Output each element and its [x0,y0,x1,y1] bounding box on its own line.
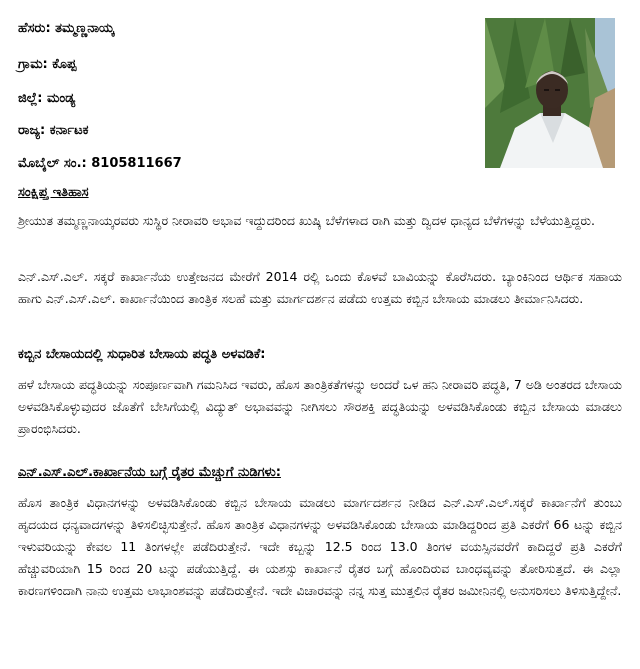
praise-paragraph: ಹೊಸ ತಾಂತ್ರಿಕ ವಿಧಾನಗಳನ್ನು ಅಳವಡಿಸಿಕೊಂಡು ಕಬ್ಬಿನ ಬೇಸಾಯ ಮಾಡಲು ಮಾರ್ಗದರ್ಶನ ನೀಡಿದ ಎನ್.ಎಸ್.ಎಲ್.ಸಕ್ಕರೆ ಕಾರ್ಖಾನೆಗೆ ತುಂಬು ಹೃದಯದ ಧನ್ಯವಾದಗಳನ್ನು ತಿಳಿಸಲಿಚ್ಛಿಸುತ್ತೇನೆ. ಹೊಸ ತಾಂತ್ರಿಕ ವಿಧಾನಗಳನ್ನು ಅಳವಡಿಸಿಕೊಂಡು ಬೇಸಾಯ ಮಾಡಿದ್ದರಿಂದ ಪ್ರತಿ ಎಕರೆಗೆ 66 ಟನ್ನು ಕಬ್ಬಿನ ಇಳುವರಿಯನ್ನು ಕೇವಲ 11 ತಿಂಗಳಲ್ಲೇ ಪಡೆದಿರುತ್ತೇನೆ. ಇದೇ ಕಬ್ಬನ್ನು 12.5 ರಿಂದ 13.0 ತಿಂಗಳ ವಯಸ್ಸಿನವರೆಗೆ ಕಾದಿದ್ದರೆ ಪ್ರತಿ ಎಕರೆಗೆ ಹೆಚ್ಚುವರಿಯಾಗಿ 15 ರಿಂದ 20 ಟನ್ನು ಪಡೆಯುತ್ತಿದ್ದೆ. ಈ ಯಶಸ್ಸು ಕಾರ್ಖಾನೆ ರೈತರ ಬಗ್ಗೆ ಹೊಂದಿರುವ ಬಾಂಧವ್ಯವನ್ನು ತೋರಿಸುತ್ತದೆ. ಈ ಎಲ್ಲಾ ಕಾರಣಗಳಿಂದಾಗಿ ನಾನು ಉತ್ತಮ ಲಾಭಾಂಶವನ್ನು ಪಡೆದಿರುತ್ತೇನೆ. ಇದೇ ವಿಚಾರವನ್ನು ನನ್ನ ಸುತ್ತ ಮುತ್ತಲಿನ ರೈತರ ಜಮೀನಿನಲ್ಲಿ ಅನುಸರಿಸಲು ತಿಳಿಸುತ್ತಿದ್ದೇನೆ. [18,495,622,598]
history-heading: ಸಂಕ್ಷಿಪ್ತ ಇತಿಹಾಸ [18,185,89,200]
praise-heading: ಎನ್.ಎಸ್.ಎಲ್.ಕಾರ್ಖಾನೆಯ ಬಗ್ಗೆ ರೈತರ ಮೆಚ್ಚುಗೆ ನುಡಿಗಳು: [18,465,281,480]
practice-paragraph: ಹಳೆ ಬೇಸಾಯ ಪದ್ಧತಿಯನ್ನು ಸಂಪೂರ್ಣವಾಗಿ ಗಮನಿಸಿದ ಇವರು, ಹೊಸ ತಾಂತ್ರಿಕತೆಗಳನ್ನು ಅಂದರೆ ಒಳ ಹನಿ ನೀರಾವರಿ ಪದ್ಧತಿ, 7 ಅಡಿ ಅಂತರದ ಬೇಸಾಯ ಅಳವಡಿಸಿಕೊಳ್ಳುವುದರ ಜೊತೆಗೆ ಬೇಸಿಗೆಯಲ್ಲಿ ವಿದ್ಯುತ್ ಅಭಾವವನ್ನು ನೀಗಿಸಲು ಸೌರಶಕ್ತಿ ಪದ್ಧತಿಯನ್ನು ಅಳವಡಿಸಿಕೊಂಡು ಕಬ್ಬಿನ ಬೇಸಾಯ ಮಾಡಲು ಪ್ರಾರಂಭಿಸಿದರು. [18,377,622,436]
farmer-state: ರಾಜ್ಯ: ಕರ್ನಾಟಕ [18,123,89,138]
practice-heading: ಕಬ್ಬಿನ ಬೇಸಾಯದಲ್ಲಿ ಸುಧಾರಿತ ಬೇಸಾಯ ಪದ್ಧತಿ ಅಳವಡಿಕೆ: [18,347,266,362]
farmer-name: ಹೆಸರು: ತಮ್ಮಣ್ಣನಾಯ್ಕ [18,21,115,36]
history-paragraph-1: ಶ್ರೀಯುತ ತಮ್ಮಣ್ಣನಾಯ್ಕರವರು ಸುಸ್ಥಿರ ನೀರಾವರಿ ಅಭಾವ ಇದ್ದುದರಿಂದ ಖುಷ್ಕಿ ಬೆಳೆಗಳಾದ ರಾಗಿ ಮತ್ತು ದ್ವಿದಳ ಧಾನ್ಯದ ಬೆಳೆಗಳನ್ನು ಬೆಳೆಯುತ್ತಿದ್ದರು. [18,213,595,228]
farmer-photo [485,18,615,168]
farmer-district: ಜಿಲ್ಲೆ: ಮಂಡ್ಯ [18,91,76,106]
farmer-mobile: ಮೊಬೈಲ್ ಸಂ.: 8105811667 [18,156,182,171]
history-paragraph-2: ಎನ್.ಎಸ್.ಎಲ್. ಸಕ್ಕರೆ ಕಾರ್ಖಾನೆಯ ಉತ್ತೇಜನದ ಮೇರೆಗೆ 2014 ರಲ್ಲಿ ಒಂದು ಕೊಳವೆ ಬಾವಿಯನ್ನು ಕೊರೆಸಿದರು. ಬ್ಯಾಂಕಿನಿಂದ ಆರ್ಥಿಕ ಸಹಾಯ ಹಾಗು ಎನ್.ಎಸ್.ಎಲ್. ಕಾರ್ಖಾನೆಯಿಂದ ತಾಂತ್ರಿಕ ಸಲಹೆ ಮತ್ತು ಮಾರ್ಗದರ್ಶನ ಪಡೆದು ಉತ್ತಮ ಕಬ್ಬಿನ ಬೇಸಾಯ ಮಾಡಲು ತೀರ್ಮಾನಿಸಿದರು. [18,269,622,306]
farmer-village: ಗ್ರಾಮ: ಕೊಪ್ಪ [18,57,77,72]
